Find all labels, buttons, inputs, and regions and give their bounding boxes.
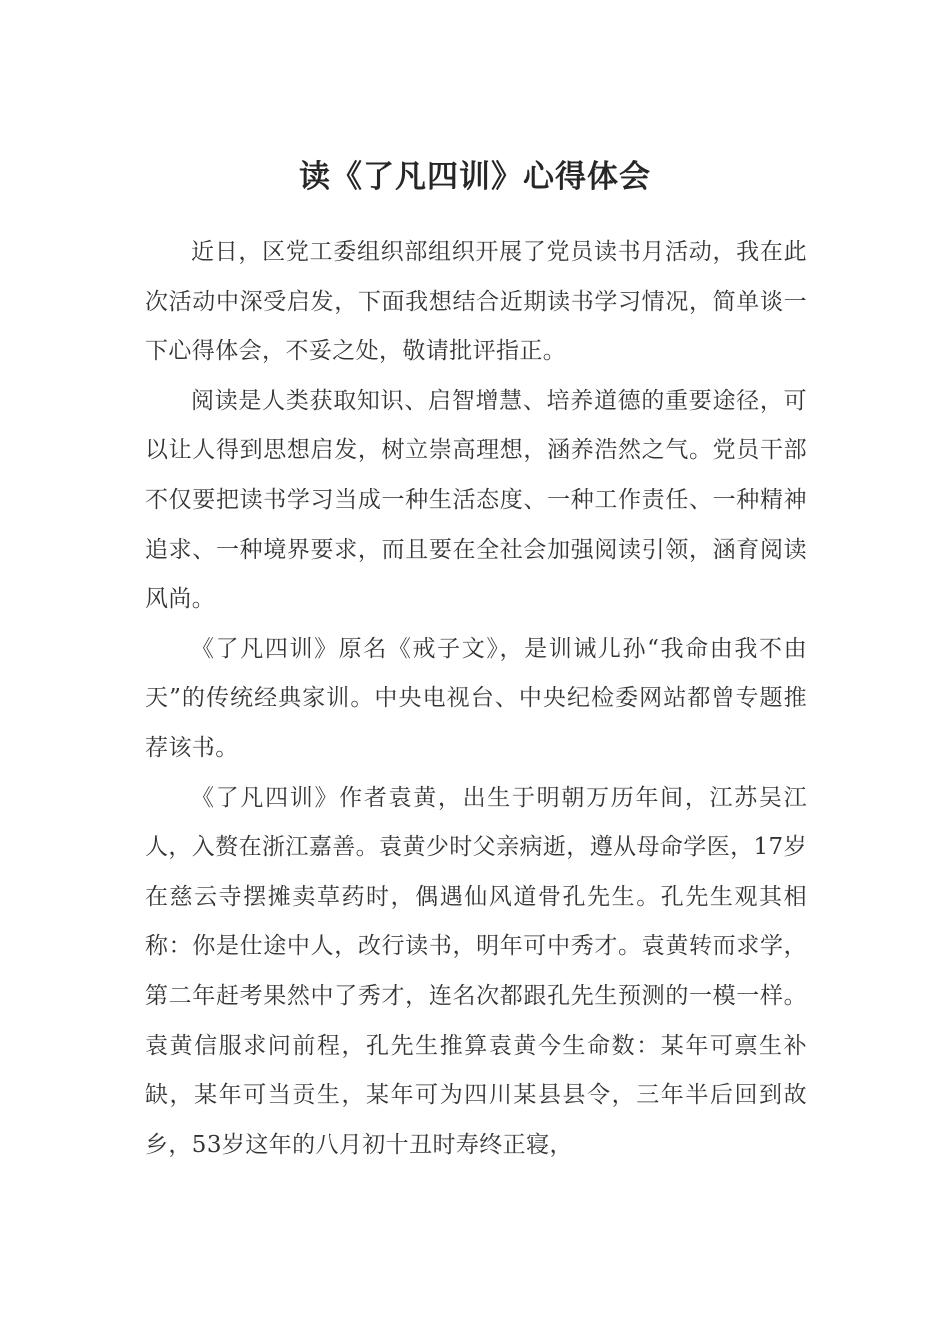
paragraph-author: 《了凡四训》作者袁黄，出生于明朝万历年间，江苏吴江人，入赘在浙江嘉善。袁黄少时父亲病逝，遵从母命学医，17岁在慈云寺摆摊卖草药时，偶遇仙风道骨孔先生。孔先生观其相称：你是仕途中人，改行读书，明年可中秀才。袁黄转而求学，第二年赶考果然中了秀才，连名次都跟孔先生预测的一模一样。袁黄信服求问前程，孔先生推算袁黄今生命数：某年可禀生补缺，某年可当贡生，某年可为四川某县县令，三年半后回到故乡，53岁这年的八月初十丑时寿终正寝，: [145, 784, 807, 1158]
document-body: [145, 228, 807, 1170]
paragraph-reading: 阅读是人类获取知识、启智增慧、培养道德的重要途径，可以让人得到思想启发，树立崇高理想，涵养浩然之气。党员干部不仅要把读书学习当成一种生活态度、一种工作责任、一种精神追求、一种境界要求，而且要在全社会加强阅读引领，涵育阅读风尚。: [145, 387, 807, 613]
document-title: 读《了凡四训》心得体会: [299, 159, 651, 195]
paragraph-intro: 近日，区党工委组织部组织开展了党员读书月活动，我在此次活动中深受启发，下面我想结合近期读书学习情况，简单谈一下心得体会，不妥之处，敬请批评指正。: [145, 239, 807, 365]
paragraph-book-origin: 《了凡四训》原名《戒子文》，是训诫儿孙“我命由我不由天”的传统经典家训。中央电视台、中央纪检委网站都曾专题推荐该书。: [145, 635, 807, 761]
